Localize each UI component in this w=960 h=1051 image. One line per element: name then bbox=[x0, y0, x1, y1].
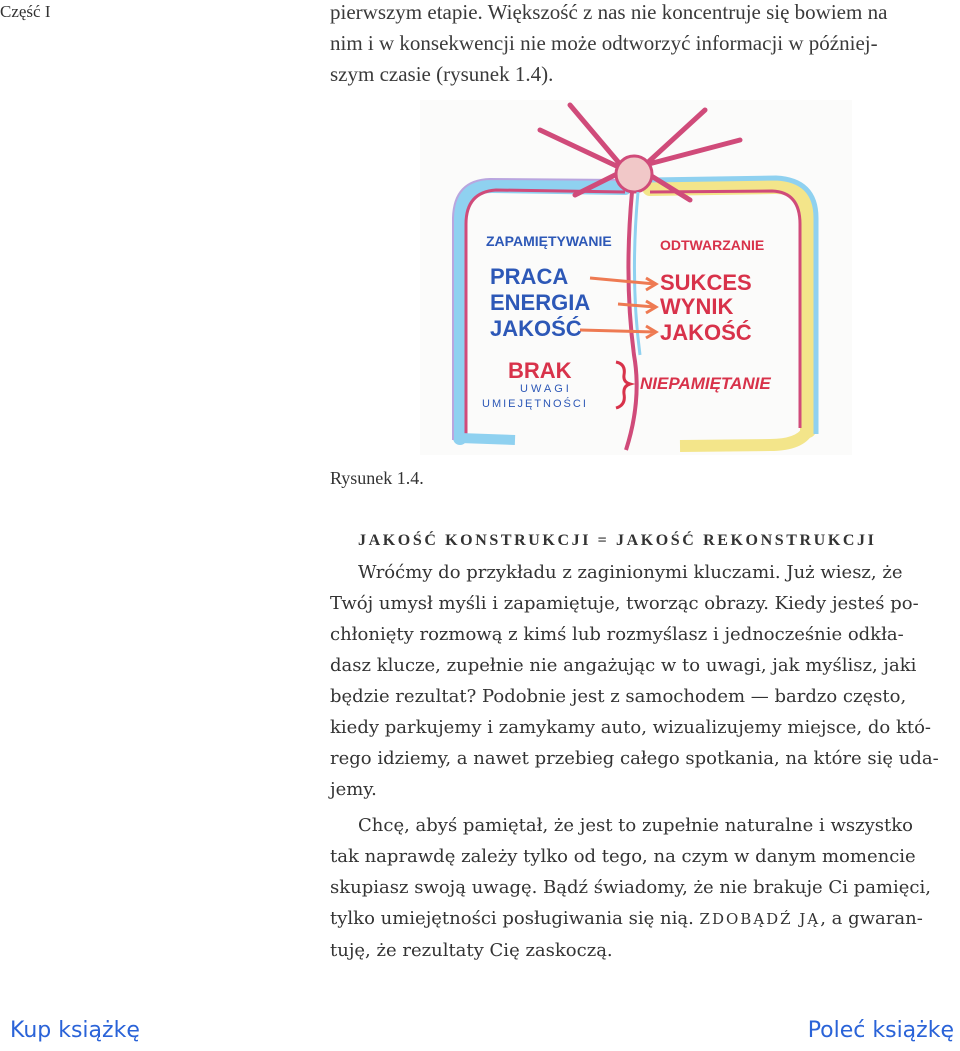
paragraph-1 bbox=[330, 557, 960, 805]
paragraph-line: dasz klucze, zupełnie nie angażując w to uwagi, jak myślisz, jaki bbox=[330, 655, 917, 676]
paragraph-line: będzie rezultat? Podobnie jest z samochodem — bardzo często, bbox=[330, 686, 907, 707]
label-praca: PRACA bbox=[490, 264, 569, 289]
emphasis-text: ZDOBĄDŹ JĄ bbox=[699, 910, 821, 928]
paragraph-line: jemy. bbox=[330, 779, 377, 800]
label-energia: ENERGIA bbox=[490, 290, 591, 315]
paragraph-line-mixed bbox=[330, 903, 960, 935]
paragraph-line: tak naprawdę zależy tylko od tego, na czym w danym momencie bbox=[330, 846, 916, 867]
buy-book-link[interactable]: Kup książkę bbox=[10, 1018, 140, 1043]
intro-line: pierwszym etapie. Większość z nas nie koncentruje się bowiem na bbox=[330, 0, 888, 24]
label-umiejetnosci: UMIEJĘTNOŚCI bbox=[482, 398, 588, 410]
intro-line: szym czasie (rysunek 1.4). bbox=[330, 62, 554, 86]
paragraph-line: chłonięty rozmową z kimś lub rozmyślasz i jednocześnie odkła- bbox=[330, 624, 904, 645]
paragraph-line: kiedy parkujemy i zamykamy auto, wizualizujemy miejsce, do któ- bbox=[330, 717, 932, 738]
label-niepamietanie: NIEPAMIĘTANIE bbox=[640, 374, 771, 393]
label-zapamietywanie: ZAPAMIĘTYWANIE bbox=[486, 233, 612, 249]
frame-bottom-left bbox=[460, 438, 515, 440]
label-brak: BRAK bbox=[508, 358, 572, 383]
intro-paragraph bbox=[330, 0, 950, 90]
label-wynik: WYNIK bbox=[660, 294, 734, 319]
figure-caption: Rysunek 1.4. bbox=[330, 468, 424, 488]
label-uwagi: UWAGI bbox=[520, 383, 572, 395]
label-sukces: SUKCES bbox=[660, 270, 752, 295]
center-star-core bbox=[616, 156, 652, 192]
recommend-book-link[interactable]: Poleć książkę bbox=[807, 1018, 954, 1043]
paragraph-line: Wróćmy do przykładu z zaginionymi kluczami. Już wiesz, że bbox=[358, 562, 903, 583]
memory-diagram-figure bbox=[420, 100, 852, 455]
label-odtwarzanie: ODTWARZANIE bbox=[660, 237, 765, 253]
paragraph-line: rego idziemy, a nawet przebieg całego spotkania, na które się uda- bbox=[330, 748, 939, 769]
paragraph-2 bbox=[330, 810, 960, 966]
paragraph-line: skupiasz swoją uwagę. Bądź świadomy, że nie brakuje Ci pamięci, bbox=[330, 877, 931, 898]
section-label: Część I bbox=[0, 2, 51, 21]
label-jakosc-right: JAKOŚĆ bbox=[660, 320, 752, 345]
section-heading: JAKOŚĆ KONSTRUKCJI = JAKOŚĆ REKONSTRUKCJI bbox=[358, 532, 877, 549]
intro-line: nim i w konsekwencji nie może odtworzyć informacji w później- bbox=[330, 31, 878, 55]
paragraph-text: tylko umiejętności posługiwania się nią. bbox=[330, 908, 694, 929]
paragraph-line: Chcę, abyś pamiętał, że jest to zupełnie naturalne i wszystko bbox=[358, 815, 913, 836]
memory-diagram bbox=[420, 100, 852, 455]
paragraph-line: tuję, że rezultaty Cię zaskoczą. bbox=[330, 940, 613, 961]
paragraph-text: , a gwaran- bbox=[820, 908, 923, 929]
label-jakosc-left: JAKOŚĆ bbox=[490, 316, 582, 341]
paragraph-line: Twój umysł myśli i zapamiętuje, tworząc obrazy. Kiedy jesteś po- bbox=[330, 593, 919, 614]
